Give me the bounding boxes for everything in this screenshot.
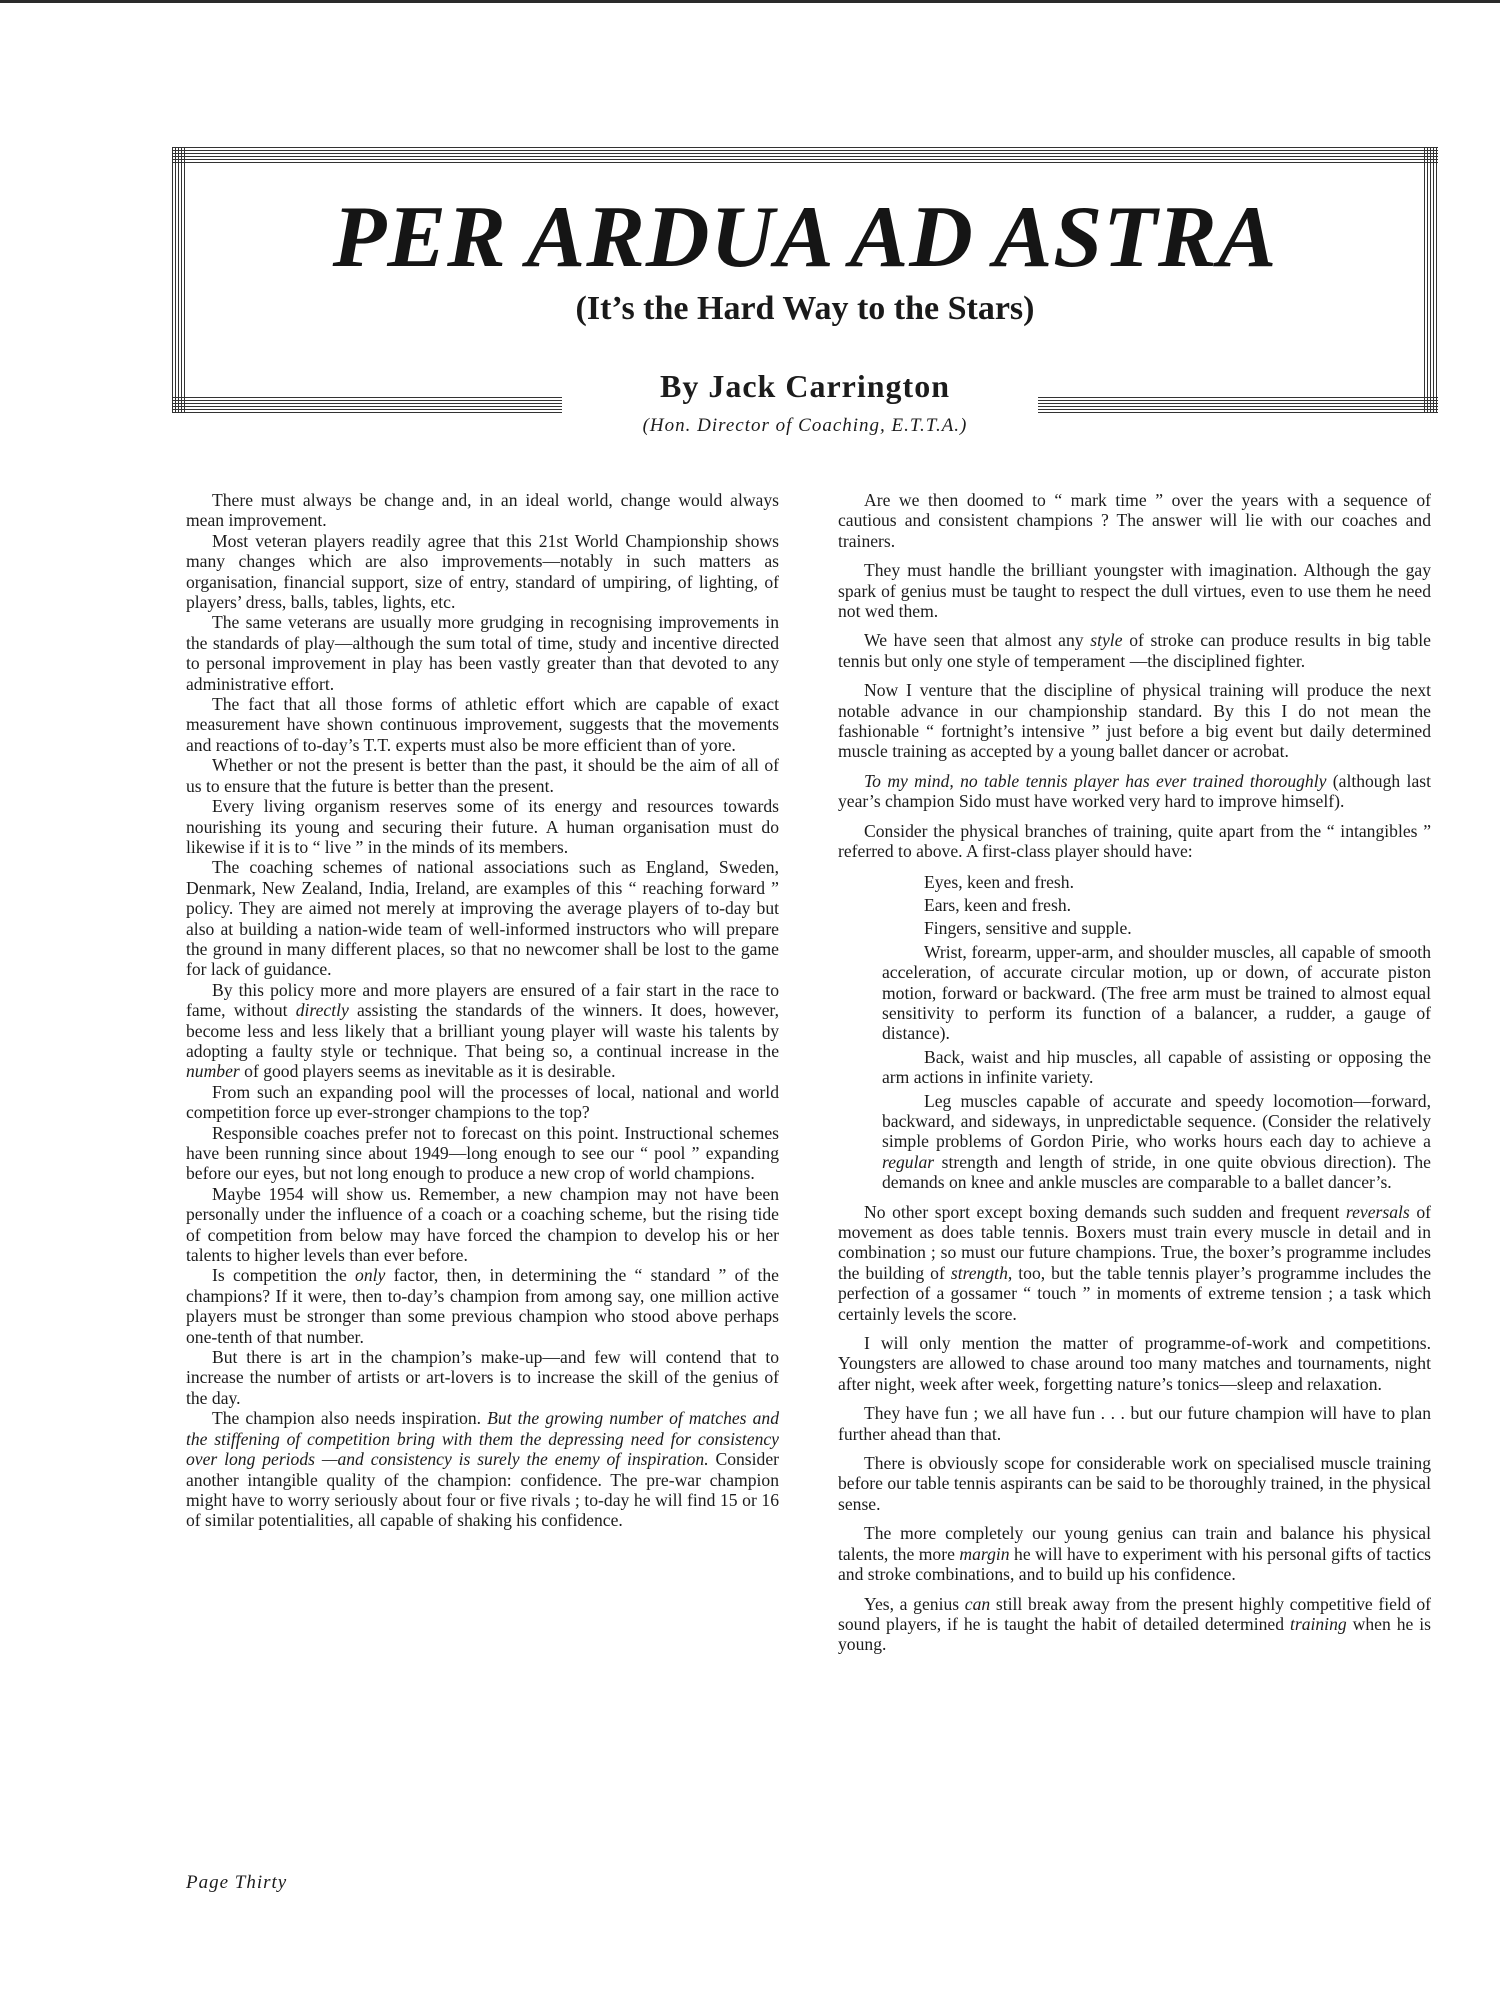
paragraph: By this policy more and more players are ensured of a fair start in the race to fame, without directly assisting the standards of the winners. It does, however, become less and less likely that a brilliant young player will waste his talents by adopting a faulty style or technique. That being so, a continual increase in the number of good players seems as inevitable as it is desirable. (186, 979, 779, 1082)
paragraph: Whether or not the present is better than the past, it should be the aim of all of us to ensure that the future is better than the present. (186, 755, 779, 796)
article-title: PER ARDUA AD ASTRA (332, 189, 1278, 286)
paragraph: Now I venture that the discipline of physical training will produce the next notable advance in our championship standard. By this I do not mean the fashionable “ fortnight’s intensive ” just before a big event but daily determined muscle training as accepted by a young ballet dancer or acrobat. (838, 680, 1431, 762)
paragraph: There is obviously scope for considerable work on specialised muscle training before our table tennis aspirants can be said to be thoroughly trained, in the physical sense. (838, 1453, 1431, 1514)
emphasis: directly (295, 1000, 349, 1021)
paragraph: There must always be change and, in an ideal world, change would always mean improvement. (186, 490, 779, 531)
emphasis: style (1090, 630, 1123, 651)
list-item: Leg muscles capable of accurate and speedy locomotion—forward, backward, and sideways, in unpredictable sequence. (Consider the relatively simple problems of Gordon Pirie, who works hours each day to achieve a regular strength and length of stride, in one quite obvious direction). The demands on knee and ankle muscles are comparable to a ballet dancer’s. (882, 1090, 1431, 1193)
paragraph: Maybe 1954 will show us. Remember, a new champion may not have been personally under the influence of a coach or a coaching scheme, but the rising tide of competition from below may have forced the champion to develop his or her talents to higher levels than ever before. (186, 1183, 779, 1266)
byline: By Jack Carrington (660, 368, 950, 404)
paragraph: The fact that all those forms of athletic effort which are capable of exact measurement have shown continuous improvement, suggests that the movements and reactions of to-day’s T.T. experts must also be more efficient than of yore. (186, 694, 779, 755)
paragraph: I will only mention the matter of programme-of-work and competitions. Youngsters are allowed to chase around too many matches and tournaments, night after night, week after week, forgetting nature’s tonics—sleep and relaxation. (838, 1333, 1431, 1394)
paragraph: No other sport except boxing demands such sudden and frequent reversals of movement as does table tennis. Boxers must train every muscle in detail and in combination ; so must our future champions. True, the boxer’s programme includes the building of strength, too, but the table tennis player’s programme includes the perfection of a gossamer “ touch ” in moments of extreme tension ; a task which certainly levels the score. (838, 1201, 1432, 1324)
list-item: Eyes, keen and fresh. (924, 871, 1074, 892)
paragraph: The champion also needs inspiration. But the growing number of matches and the stiffening of competition bring with them the depressing need for consistency over long periods —and consistency is surely the enemy of inspiration. Consider another intangible quality of the champion: confidence. The pre-war champion might have to worry seriously about four or five rivals ; to-day he will find 15 or 16 of similar potentialities, all capable of shaking his confidence. (186, 1408, 779, 1531)
paragraph: We have seen that almost any style of stroke can produce results in big table tennis but only one style of temperament —the disciplined fighter. (838, 630, 1431, 671)
emphasis: reversals (1345, 1201, 1410, 1222)
emphasis: To my mind, no table tennis player has ever trained thoroughly (864, 770, 1327, 791)
paragraph: But there is art in the champion’s make-up—and few will contend that to increase the number of artists or art-lovers is to increase the skill of the genius of the day. (186, 1347, 779, 1408)
left-column (186, 490, 779, 1531)
emphasis: can (964, 1593, 991, 1614)
frame-border-top (172, 147, 1438, 163)
paragraph: They have fun ; we all have fun . . . but our future champion will have to plan further ahead than that. (838, 1403, 1431, 1444)
paragraph: Are we then doomed to “ mark time ” over the years with a sequence of cautious and consistent champions ? The answer will lie with our coaches and trainers. (838, 490, 1431, 551)
page-number: Page Thirty (186, 1872, 288, 1893)
list-item: Fingers, sensitive and supple. (924, 918, 1132, 939)
paragraph: To my mind, no table tennis player has ever trained thoroughly (although last year’s champion Sido must have worked very hard to improve himself). (838, 770, 1431, 812)
list-item: Back, waist and hip muscles, all capable of assisting or opposing the arm actions in infinite variety. (882, 1046, 1431, 1088)
emphasis: only (355, 1265, 386, 1286)
paragraph: The coaching schemes of national associations such as England, Sweden, Denmark, New Zealand, India, Ireland, are examples of this “ reaching forward ” policy. They are aimed not merely at improving the average players of to-day but also at building a nation-wide team of well-informed instructors who will prepare the ground in many different places, so that no newcomer shall be lost to the game for lack of guidance. (186, 857, 779, 980)
paragraph: Responsible coaches prefer not to forecast on this point. Instructional schemes have been running since about 1949—long enough to see our “ pool ” expanding before our eyes, but not long enough to produce a new crop of world champions. (186, 1122, 779, 1184)
right-column-bottom (838, 1202, 1431, 1655)
paragraph: The more completely our young genius can train and balance his physical talents, the more margin he will have to experiment with his personal gifts of tactics and stroke combinations, and to build up his confidence. (838, 1523, 1431, 1585)
paragraph: Is competition the only factor, then, in determining the “ standard ” of the champions? If it were, then to-day’s champion from among say, one million active players must be stronger than some previous champion who stood above perhaps one-tenth of that number. (186, 1265, 779, 1347)
paragraph: From such an expanding pool will the processes of local, national and world competition force up ever-stronger champions to the top? (186, 1081, 779, 1123)
paragraph: The same veterans are usually more grudging in recognising improvements in the standards of play—although the sum total of time, study and incentive directed to personal improvement in play has been vastly greater than that devoted to any administrative effort. (186, 612, 779, 694)
article-subtitle: (It’s the Hard Way to the Stars) (575, 290, 1035, 327)
paragraph: They must handle the brilliant youngster with imagination. Although the gay spark of genius must be taught to respect the dull virtues, even to use them he need not wed them. (838, 560, 1431, 622)
right-column-top (838, 490, 1431, 862)
paragraph: Consider the physical branches of training, quite apart from the “ intangibles ” referred to above. A first-class player should have: (838, 820, 1431, 862)
emphasis: But the growing number of matches and the stiffening of competition bring with them the depressing need for consistency over long periods —and consistency is surely the enemy of inspiration. (186, 1408, 779, 1470)
list-item: Ears, keen and fresh. (924, 894, 1072, 915)
emphasis: regular (882, 1151, 935, 1172)
right-column (838, 490, 1431, 1664)
paragraph: Every living organism reserves some of its energy and resources towards nourishing its young and securing their future. A human organisation must do likewise if it is to “ live ” in the minds of its members. (186, 796, 779, 857)
list-item: Wrist, forearm, upper-arm, and shoulder muscles, all capable of smooth acceleration, of accurate circular motion, up or down, of accurate piston motion, forward or backward. (The free arm must be trained to almost equal sensitivity to perform its function of a balancer, a rudder, a gauge of distance). (882, 941, 1431, 1044)
paragraph: Most veteran players readily agree that this 21st World Championship shows many changes which are also improvements—notably in such matters as organisation, financial support, size of entry, standard of umpiring, of lighting, of players’ dress, balls, tables, lights, etc. (186, 530, 779, 613)
emphasis: training (1289, 1613, 1347, 1634)
top-rule (0, 0, 1500, 3)
physical-attributes-list (838, 872, 1431, 1193)
emphasis: margin (959, 1543, 1010, 1564)
author-affiliation: (Hon. Director of Coaching, E.T.T.A.) (642, 415, 968, 436)
paragraph: Yes, a genius can still break away from the present highly competitive field of sound players, if he is taught the habit of detailed determined training when he is young. (838, 1593, 1431, 1655)
emphasis: strength, (950, 1262, 1013, 1283)
emphasis: number (186, 1061, 240, 1082)
